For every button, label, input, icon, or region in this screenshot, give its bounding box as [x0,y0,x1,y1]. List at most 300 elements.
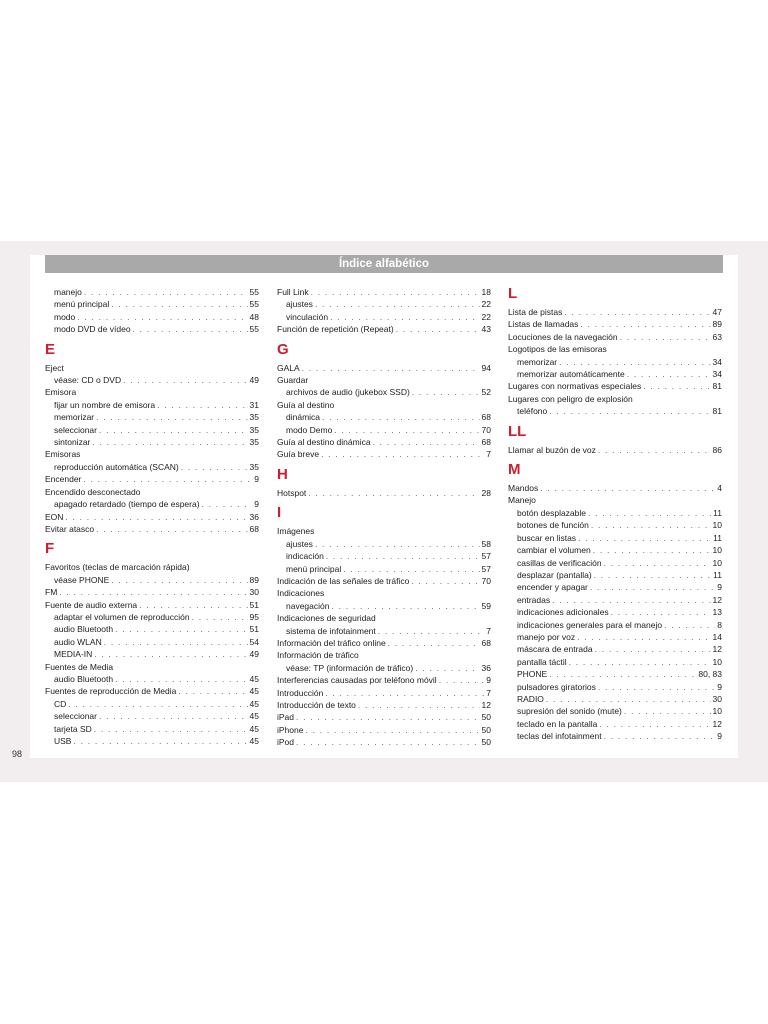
dot-leader [330,311,479,323]
entry-text: MEDIA-IN [54,649,93,660]
dot-leader [96,523,247,535]
dot-leader [593,544,711,556]
index-subentry [508,544,722,556]
entry-text: teléfono [517,406,548,417]
entry-page: 49 [249,649,259,660]
index-entry [508,482,722,494]
index-subentry [508,681,722,693]
entry-text: RADIO [517,693,544,704]
index-subentry [45,648,259,660]
entry-text: véase PHONE [54,574,110,585]
entry-text: iPhone [277,724,304,735]
entry-text: teclado en la pantalla [517,718,598,729]
entry-page: 9 [717,582,722,593]
index-entry [277,286,491,298]
section-letter: L [508,285,518,302]
entry-text: vinculación [286,311,329,322]
entry-page: 36 [481,662,491,673]
dot-leader [322,411,480,423]
dot-leader [604,557,711,569]
dot-leader [84,286,248,298]
index-entry [277,637,491,649]
index-subentry [45,636,259,648]
entry-text: Guía breve [277,449,320,460]
dot-leader [588,507,711,519]
dot-leader [115,623,247,635]
index-subentry [277,424,491,436]
entry-text: audio Bluetooth [54,624,114,635]
index-subentry [277,386,491,398]
dot-leader [315,298,480,310]
entry-text: memorizar [517,356,558,367]
entry-text: Fuente de audio externa [45,599,138,610]
entry-page: 7 [486,449,491,460]
entry-text: Favoritos (teclas de marcación rápida) [45,562,190,573]
dot-leader [388,637,480,649]
index-entry [277,374,491,386]
index-entry [45,561,259,573]
entry-text: sintonizar [54,437,91,448]
entry-text: Guardar [277,375,309,386]
dot-leader [411,575,479,587]
index-subentry [45,673,259,685]
section-letter: G [277,340,289,358]
dot-leader [611,606,711,618]
entry-text: Evitar atasco [45,523,95,534]
entry-text: Imágenes [277,526,315,537]
dot-leader [99,424,248,436]
entry-text: botones de función [517,520,589,531]
entry-text: pantalla táctil [517,656,567,667]
entry-page: 59 [481,600,491,611]
index-entry [277,525,491,537]
index-column-1 [45,286,259,747]
entry-text: encender y apagar [517,582,588,593]
index-entry [277,736,491,748]
entry-text: Introducción de texto [277,699,356,710]
index-subentry [45,399,259,411]
entry-page: 12 [712,644,722,655]
dot-leader [181,461,248,473]
dot-leader [334,424,479,436]
index-subentry [45,498,259,510]
entry-text: botón desplazable [517,507,587,518]
dot-leader [77,311,247,323]
index-entry [277,436,491,448]
entry-page: 34 [712,369,722,380]
page-number: 98 [12,749,23,759]
section-letter: I [277,504,282,522]
entry-page: 35 [249,424,259,435]
index-column-2 [277,286,491,749]
entry-page: 14 [712,631,722,642]
dot-leader [302,362,480,374]
index-subentry [508,532,722,544]
entry-page: 89 [249,574,259,585]
index-subentry [45,723,259,735]
index-subentry [508,668,722,680]
index-entry [277,699,491,711]
entry-text: memorizar [54,412,95,423]
entry-page: 54 [249,636,259,647]
index-entry [45,523,259,535]
entry-page: 81 [712,381,722,392]
index-subentry [508,569,722,581]
entry-text: máscara de entrada [517,644,593,655]
entry-text: buscar en listas [517,532,577,543]
index-subentry [45,286,259,298]
entry-text: Fuentes de reproducción de Media [45,686,177,697]
dot-leader [94,723,248,735]
dot-leader [94,648,247,660]
entry-page: 9 [254,499,259,510]
entry-page: 28 [481,487,491,498]
dot-leader [331,600,479,612]
entry-text: entradas [517,594,551,605]
index-entry [45,473,259,485]
entry-text: desplazar (pantalla) [517,569,592,580]
dot-leader [559,356,710,368]
entry-page: 36 [249,511,259,522]
entry-text: ajustes [286,538,313,549]
index-entry [277,687,491,699]
section-letter: LL [508,422,527,440]
entry-page: 45 [249,736,259,746]
entry-text: Mandos [508,483,539,494]
dot-leader [83,473,252,485]
dot-leader [123,374,247,386]
index-entry [508,318,722,330]
entry-page: 57 [481,563,491,574]
entry-page: 89 [712,319,722,330]
dot-leader [111,298,247,310]
entry-text: audio WLAN [54,636,102,647]
index-subentry [508,356,722,368]
dot-leader [358,699,480,711]
index-entry [45,386,259,398]
entry-text: archivos de audio (jukebox SSD) [286,387,410,398]
entry-page: 68 [481,437,491,448]
index-subentry [277,550,491,562]
index-entry [277,487,491,499]
entry-page: 45 [249,723,259,734]
entry-text: iPod [277,737,295,748]
index-subentry [45,574,259,586]
entry-text: Lugares con normativas especiales [508,381,642,392]
entry-page: 8 [717,619,722,630]
index-entry [277,323,491,335]
index-entry [45,586,259,598]
dot-leader [308,487,479,499]
entry-text: seleccionar [54,711,97,722]
entry-page: 50 [481,712,491,723]
index-subentry [508,718,722,730]
section-letter: M [508,461,521,479]
entry-text: Función de repetición (Repeat) [277,324,394,335]
dot-leader [133,323,248,335]
index-column-3 [508,286,722,743]
entry-page: 63 [712,331,722,342]
index-entry [508,444,722,456]
entry-page: 22 [481,299,491,310]
entry-text: Indicación de las señales de tráfico [277,575,410,586]
index-subentry [45,424,259,436]
index-subentry [508,693,722,705]
dot-leader [564,306,710,318]
index-entry [508,343,722,355]
index-entry [277,362,491,374]
dot-leader [415,662,479,674]
entry-page: 49 [249,375,259,386]
entry-page: 9 [486,675,491,686]
entry-page: 30 [249,587,259,598]
entry-page: 68 [481,412,491,423]
index-subentry [508,730,722,742]
dot-leader [540,482,715,494]
entry-page: 43 [481,324,491,335]
entry-page: 47 [712,307,722,317]
entry-text: véase: TP (información de tráfico) [286,662,414,673]
dot-leader [643,380,710,392]
entry-text: Guía al destino [277,399,335,410]
entry-text: Interferencias causadas por teléfono móvil [277,675,437,686]
dot-leader [624,705,711,717]
index-subentry [45,411,259,423]
index-entry [277,724,491,736]
index-entry [45,362,259,374]
entry-text: casillas de verificación [517,557,602,568]
index-entry [508,494,722,506]
entry-page: 35 [249,461,259,472]
entry-page: 50 [481,737,491,748]
index-subentry [508,631,722,643]
entry-page: 80, 83 [698,669,722,680]
entry-text: adaptar el volumen de reproducción [54,611,190,622]
entry-text: navegación [286,600,330,611]
entry-text: EON [45,511,64,522]
entry-text: sistema de infotainment [286,625,376,636]
index-entry [277,448,491,460]
dot-leader [627,368,711,380]
entry-text: Eject [45,362,64,373]
index-subentry [508,594,722,606]
dot-leader [139,599,247,611]
entry-text: Indicaciones [277,588,325,599]
index-entry [277,649,491,661]
index-subentry [508,405,722,417]
entry-text: fijar un nombre de emisora [54,399,156,410]
dot-leader [92,436,247,448]
entry-page: 51 [249,624,259,635]
entry-page: 68 [481,637,491,648]
entry-text: USB [54,736,72,746]
entry-text: menú principal [54,299,110,310]
entry-text: Logotipos de las emisoras [508,344,607,355]
entry-text: Información del tráfico online [277,637,386,648]
index-subentry [277,538,491,550]
entry-page: 12 [712,594,722,605]
entry-page: 81 [712,406,722,417]
entry-page: 22 [481,311,491,322]
entry-text: supresión del sonido (mute) [517,706,622,717]
entry-text: manejo por voz [517,631,576,642]
index-subentry [45,735,259,747]
entry-text: FM [45,587,58,598]
entry-page: 35 [249,437,259,448]
entry-text: Lugares con peligro de explosión [508,393,633,404]
dot-leader [439,674,485,686]
index-entry [277,575,491,587]
entry-page: 55 [249,324,259,335]
dot-leader [192,611,248,623]
entry-text: memorizar automáticamente [517,369,625,380]
dot-leader [664,619,715,631]
index-entry [45,685,259,697]
dot-leader [378,625,484,637]
dot-leader [620,331,711,343]
entry-page: 11 [713,507,722,518]
entry-page: 95 [249,611,259,622]
entry-text: Guía al destino dinámica [277,437,371,448]
entry-text: Full Link [277,287,309,297]
dot-leader [59,586,247,598]
entry-text: Llamar al buzón de voz [508,444,596,455]
entry-text: véase: CD o DVD [54,375,122,386]
index-entry [508,380,722,392]
dot-leader [68,698,247,710]
index-entry [277,399,491,411]
index-subentry [508,606,722,618]
index-subentry [45,298,259,310]
entry-page: 18 [481,287,491,297]
entry-text: iPad [277,712,295,723]
entry-page: 50 [481,724,491,735]
entry-page: 10 [712,656,722,667]
index-subentry [277,662,491,674]
dot-leader [104,636,248,648]
entry-text: Encendido desconectado [45,486,141,497]
entry-text: modo Demo [286,424,333,435]
entry-page: 30 [712,693,722,704]
dot-leader [321,448,484,460]
dot-leader [115,673,247,685]
index-subentry [45,623,259,635]
index-entry [45,511,259,523]
entry-page: 10 [712,706,722,717]
dot-leader [157,399,247,411]
entry-text: Introducción [277,687,324,698]
index-subentry [508,643,722,655]
entry-page: 48 [249,311,259,322]
section-letter: H [277,465,288,483]
entry-text: dinámica [286,412,321,423]
dot-leader [549,668,696,680]
entry-page: 9 [717,731,722,742]
index-subentry [508,619,722,631]
entry-text: Hotspot [277,487,307,498]
dot-leader [599,718,710,730]
entry-text: indicaciones adicionales [517,607,609,618]
dot-leader [202,498,253,510]
entry-page: 7 [486,687,491,698]
dot-leader [325,687,484,699]
index-subentry [508,368,722,380]
dot-leader [99,710,248,722]
entry-page: 58 [481,538,491,549]
entry-text: Emisora [45,387,77,398]
entry-page: 7 [486,625,491,636]
index-entry [45,486,259,498]
entry-page: 68 [249,523,259,534]
entry-page: 10 [712,545,722,556]
entry-page: 55 [249,287,259,297]
index-subentry [508,705,722,717]
entry-page: 34 [712,356,722,367]
entry-page: 51 [249,599,259,610]
entry-text: Información de tráfico [277,650,359,661]
entry-text: GALA [277,362,300,373]
entry-text: teclas del infotainment [517,731,602,742]
entry-text: Emisoras [45,449,81,460]
index-subentry [45,436,259,448]
dot-leader [326,550,480,562]
index-subentry [508,581,722,593]
dot-leader [178,685,247,697]
index-entry [45,661,259,673]
index-subentry [45,710,259,722]
entry-page: 94 [481,362,491,373]
entry-page: 9 [254,474,259,485]
entry-text: CD [54,698,67,709]
entry-text: tarjeta SD [54,723,92,734]
entry-page: 10 [712,520,722,531]
dot-leader [590,581,715,593]
entry-page: 70 [481,575,491,586]
dot-leader [552,594,710,606]
dot-leader [396,323,480,335]
dot-leader [569,656,711,668]
index-subentry [277,563,491,575]
entry-text: indicaciones generales para el manejo [517,619,663,630]
index-subentry [45,374,259,386]
index-subentry [277,625,491,637]
entry-page: 31 [249,399,259,410]
entry-page: 35 [249,412,259,423]
dot-leader [315,538,480,550]
entry-text: PHONE [517,669,548,680]
dot-leader [311,286,480,298]
index-subentry [45,461,259,473]
entry-page: 45 [249,686,259,697]
entry-text: seleccionar [54,424,97,435]
entry-text: modo DVD de vídeo [54,324,131,335]
entry-text: manejo [54,287,82,297]
dot-leader [594,569,712,581]
dot-leader [373,436,480,448]
index-subentry [45,611,259,623]
index-subentry [508,656,722,668]
dot-leader [111,574,247,586]
entry-text: cambiar el volumen [517,545,591,556]
entry-page: 11 [713,532,722,543]
index-subentry [277,298,491,310]
index-subentry [508,507,722,519]
index-subentry [277,311,491,323]
dot-leader [577,631,710,643]
entry-page: 12 [481,699,491,710]
index-entry [45,599,259,611]
index-subentry [277,411,491,423]
